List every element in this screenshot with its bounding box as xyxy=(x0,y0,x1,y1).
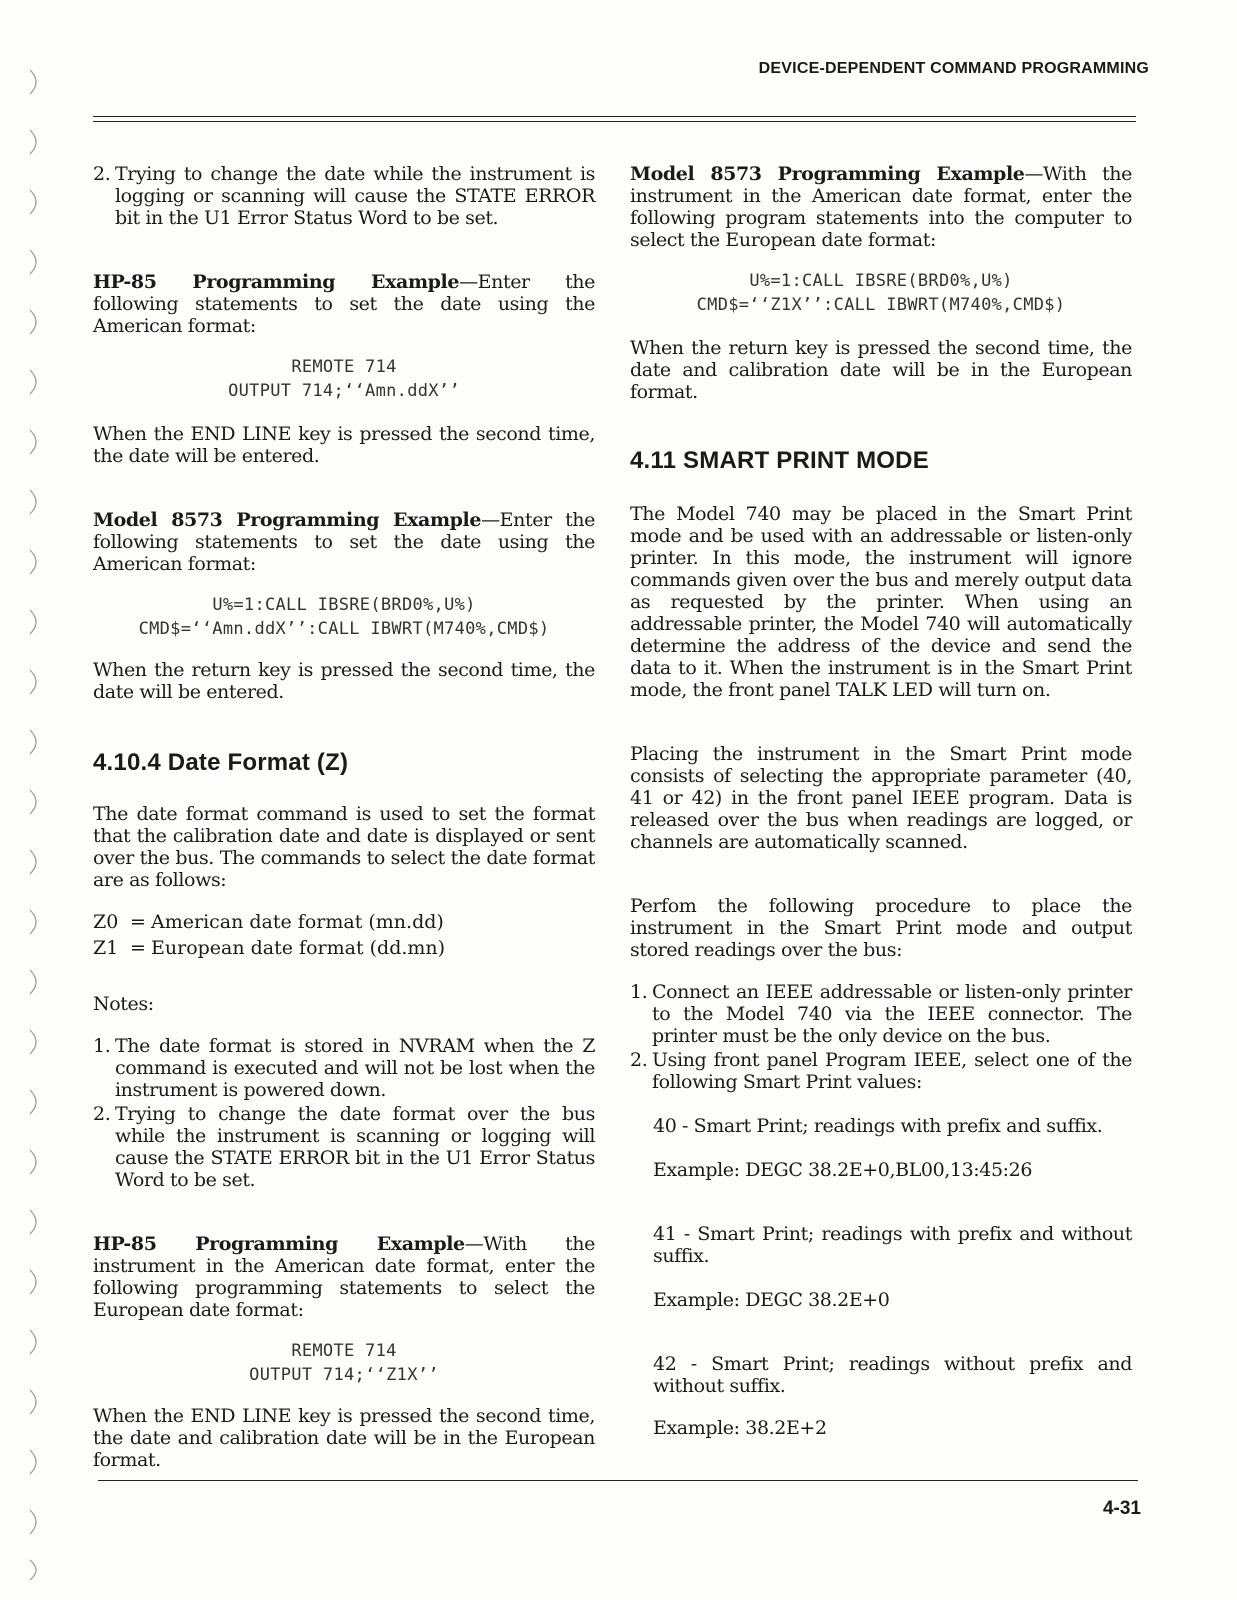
example-text: —With the instrument in the American date format, enter the following programming statements to select the European date format: xyxy=(93,1233,595,1321)
header-rule xyxy=(93,116,1136,117)
code-line: CMD$=‘‘Amn.ddX’’:CALL IBWRT(M740%,CMD$) xyxy=(138,619,550,639)
example-title: HP-85 Programming Example xyxy=(93,1233,465,1255)
paragraph: When the return key is pressed the second time, the date will be entered. xyxy=(93,659,595,703)
right-column xyxy=(630,163,1132,1439)
example-text: —Enter the following statements to set the date using the American format: xyxy=(93,509,595,575)
note-number: 1. xyxy=(93,1035,111,1057)
definition-row xyxy=(93,935,595,961)
definition-list xyxy=(93,909,595,961)
option-40: 40 - Smart Print; readings with prefix and suffix. xyxy=(653,1115,1103,1137)
paragraph: When the return key is pressed the second time, the date and calibration date will be in the European format. xyxy=(630,337,1132,403)
step-text: Connect an IEEE addressable or listen-only printer to the Model 740 via the IEEE connector. The printer must be the only device on the bus. xyxy=(652,981,1132,1047)
example-title: HP-85 Programming Example xyxy=(93,271,460,293)
code-line: U%=1:CALL IBSRE(BRD0%,U%) xyxy=(749,271,1013,291)
note-text: Trying to change the date while the instrument is logging or scanning will cause the STATE ERROR bit in the U1 Error Status Word to be set. xyxy=(115,163,595,229)
model8573-example-paragraph xyxy=(93,509,595,575)
definition-key: Z0 xyxy=(93,911,119,933)
page-number: 4-31 xyxy=(1102,1498,1141,1519)
hp85-example-paragraph xyxy=(93,1233,595,1321)
definition-key: Z1 xyxy=(93,937,119,959)
code-block xyxy=(93,1339,595,1387)
notes-list xyxy=(93,1035,595,1191)
running-header: DEVICE-DEPENDENT COMMAND PROGRAMMING xyxy=(758,60,1149,77)
example-title: Model 8573 Programming Example xyxy=(630,163,1025,185)
section-heading: 4.10.4 Date Format (Z) xyxy=(93,749,349,776)
paragraph: When the END LINE key is pressed the second time, the date will be entered. xyxy=(93,423,595,467)
code-line: OUTPUT 714;‘‘Z1X’’ xyxy=(249,1365,439,1385)
smart-print-options xyxy=(630,1115,1132,1439)
definition-value: European date format (dd.mn) xyxy=(151,937,446,959)
code-line: U%=1:CALL IBSRE(BRD0%,U%) xyxy=(212,595,476,615)
example-40: Example: DEGC 38.2E+0,BL00,13:45:26 xyxy=(653,1159,1033,1181)
procedure-step xyxy=(630,1049,1132,1093)
binding-edge-marks xyxy=(24,70,46,1580)
note-item xyxy=(93,1035,595,1101)
paragraph: The Model 740 may be placed in the Smart Print mode and be used with an addressable or listen-only printer. In this mode, the instrument will ignore commands given over the bus and merely output data as requested by the printer. When using an addressable printer, the Model 740 will automatically determine the address of the device and send the data to it. When the instrument is in the Smart Print mode, the front panel TALK LED will turn on. xyxy=(630,503,1132,701)
definition-equals: = xyxy=(130,937,146,959)
header-rule-second xyxy=(93,121,1136,122)
hp85-example-paragraph xyxy=(93,271,595,337)
code-line: REMOTE 714 xyxy=(291,357,397,377)
procedure-list xyxy=(630,981,1132,1093)
example-42: Example: 38.2E+2 xyxy=(653,1417,827,1439)
option-42: 42 - Smart Print; readings without prefix and without suffix. xyxy=(653,1353,1132,1397)
definition-value: American date format (mn.dd) xyxy=(151,911,444,933)
example-text: —Enter the following statements to set the date using the American format: xyxy=(93,271,595,337)
footer-rule xyxy=(98,1480,1138,1481)
note-number: 2. xyxy=(93,1103,111,1125)
notes-label: Notes: xyxy=(93,993,154,1015)
note-text: Trying to change the date format over the bus while the instrument is scanning or logging will cause the STATE ERROR bit in the U1 Error Status Word to be set. xyxy=(115,1103,595,1191)
step-number: 2. xyxy=(630,1049,648,1071)
example-text: —With the instrument in the American date format, enter the following program statements into the computer to select the European date format: xyxy=(630,163,1132,251)
definition-equals: = xyxy=(130,911,146,933)
section-heading: 4.11 SMART PRINT MODE xyxy=(630,447,929,474)
left-column xyxy=(93,163,595,1471)
note-item xyxy=(93,1103,595,1191)
code-line: OUTPUT 714;‘‘Amn.ddX’’ xyxy=(228,381,460,401)
note-item xyxy=(93,163,595,229)
example-title: Model 8573 Programming Example xyxy=(93,509,482,531)
code-block xyxy=(93,355,595,403)
note-number: 2. xyxy=(93,163,111,185)
code-block xyxy=(93,593,595,641)
step-number: 1. xyxy=(630,981,648,1003)
example-41: Example: DEGC 38.2E+0 xyxy=(653,1289,890,1311)
code-line: REMOTE 714 xyxy=(291,1341,397,1361)
paragraph: Perfom the following procedure to place the instrument in the Smart Print mode and output stored readings over the bus: xyxy=(630,895,1132,961)
paragraph: Placing the instrument in the Smart Print mode consists of selecting the appropriate parameter (40, 41 or 42) in the front panel IEEE program. Data is released over the bus when readings are logged, or channels are automatically scanned. xyxy=(630,743,1132,853)
option-41: 41 - Smart Print; readings with prefix and without suffix. xyxy=(653,1223,1132,1267)
note-text: The date format is stored in NVRAM when the Z command is executed and will not be lost when the instrument is powered down. xyxy=(115,1035,595,1101)
paragraph: When the END LINE key is pressed the second time, the date and calibration date will be in the European format. xyxy=(93,1405,595,1471)
paragraph: The date format command is used to set the format that the calibration date and date is displayed or sent over the bus. The commands to select the date format are as follows: xyxy=(93,803,595,891)
code-line: CMD$=‘‘Z1X’’:CALL IBWRT(M740%,CMD$) xyxy=(696,295,1066,315)
code-block xyxy=(630,269,1132,317)
step-text: Using front panel Program IEEE, select one of the following Smart Print values: xyxy=(652,1049,1132,1093)
definition-row xyxy=(93,909,595,935)
model8573-example-paragraph xyxy=(630,163,1132,251)
procedure-step xyxy=(630,981,1132,1047)
